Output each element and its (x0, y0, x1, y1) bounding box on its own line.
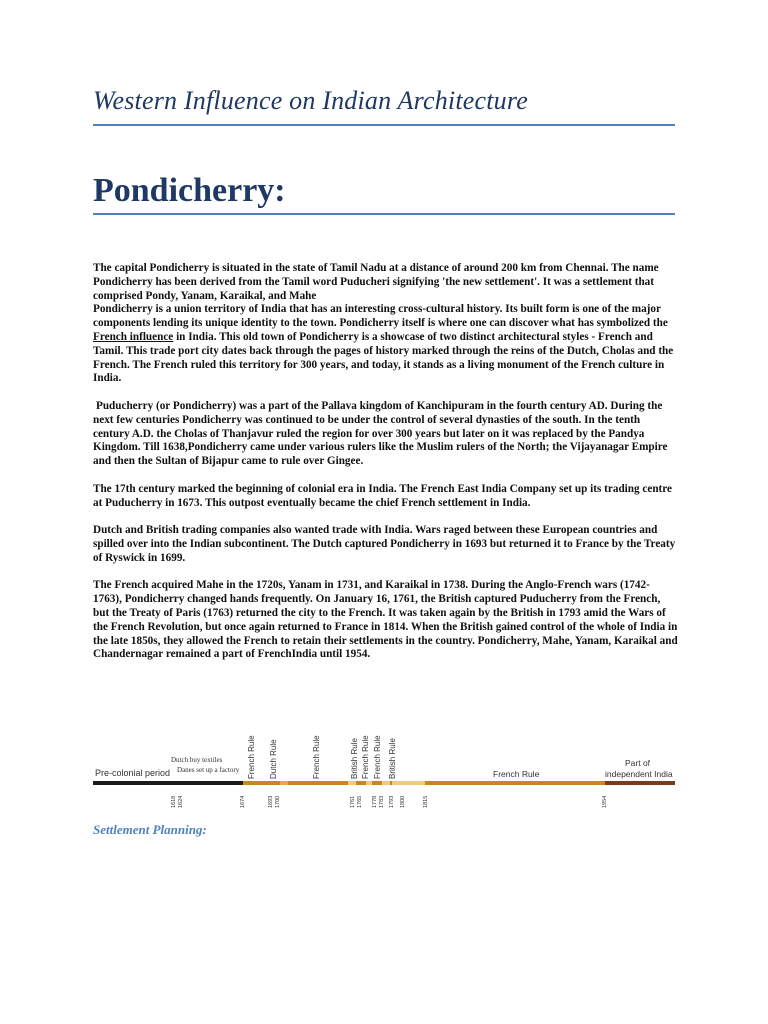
vlabel-dutch: Dutch Rule (269, 739, 278, 779)
year-1693: 1693 (268, 795, 274, 808)
label-independent-india: independent India (605, 769, 673, 779)
bar-french-6 (425, 781, 605, 785)
bar-british-3 (382, 781, 390, 785)
label-part-of: Part of (625, 758, 651, 768)
year-1793: 1793 (389, 795, 395, 808)
year-1778: 1778 (372, 795, 378, 808)
document-title: Western Influence on Indian Architecture (93, 86, 528, 115)
note-danes: Danes set up a factory (177, 766, 240, 774)
paragraph-1: The capital Pondicherry is situated in the state of Tamil Nadu at a distance of around 200 km from Chennai. The name Pondicherry has been derived from the Tamil word Puducheri signifying 'the new settlement'. It was a settlement that comprised Pondy, Yanam, Karaikal, and Mahe Pondicherry is a union territory of India that has an interesting cross-cultural history. Its built form is one of the major components lending its unique identity to the town. Pondicherry itself is where one can discover what has symbolized the French influence in India. This old town of Pondicherry is a showcase of two distinct architectural styles - French and Tamil. This trade port city dates back through the pages of history marked through the reins of the Dutch, Cholas and the French. The French ruled this territory for 300 years, and today, it stands as a living monument of the French culture in India. (93, 262, 674, 385)
year-1618: 1618 (171, 795, 177, 808)
history-timeline (93, 730, 675, 808)
year-1700: 1700 (275, 795, 281, 808)
year-1783: 1783 (379, 795, 385, 808)
section-heading: Pondicherry: (93, 172, 286, 209)
vlabel-french-2: French Rule (312, 735, 321, 779)
bar-french-2 (288, 781, 348, 785)
paragraph-3: The 17th century marked the beginning of colonial era in India. The French East India Company set up its trading centre at Puducherry in 1673. This outpost eventually became the chief French settlement in India. (93, 482, 672, 509)
vlabel-french-1: French Rule (247, 735, 256, 779)
heading-underline (93, 213, 675, 215)
bar-precolonial (93, 781, 243, 785)
note-dutch: Dutch buy textiles (171, 756, 223, 764)
body-text (93, 262, 678, 676)
bar-dutch (280, 781, 288, 785)
paragraph-4: Dutch and British trading companies also wanted trade with India. Wars raged between these European countries and spilled over into the Indian subcontinent. The Dutch captured Pondicherry in 1693 but returned it to France by the Treaty of Ryswick in 1699. (93, 524, 676, 564)
bar-independent (605, 781, 675, 785)
year-1815: 1815 (423, 795, 429, 808)
settlement-planning-heading: Settlement Planning: (93, 822, 207, 837)
year-1674: 1674 (240, 795, 246, 808)
bar-french-4 (372, 781, 382, 785)
year-1761: 1761 (350, 795, 356, 808)
vlabel-british-1: British Rule (350, 738, 359, 779)
bar-french-3 (356, 781, 366, 785)
vlabel-british-2: British Rule (388, 738, 397, 779)
year-1800: 1800 (400, 795, 406, 808)
bar-french-1 (243, 781, 280, 785)
bar-british-1 (348, 781, 356, 785)
label-french-rule-main: French Rule (493, 769, 540, 779)
vlabel-french-3: French Rule (361, 735, 370, 779)
title-underline (93, 124, 675, 126)
paragraph-5: The French acquired Mahe in the 1720s, Yanam in 1731, and Karaikal in 1738. During the Anglo-French wars (1742-1763), Pondicherry changed hands frequently. On January 16, 1761, the British captured Puducherry from the French, but the Treaty of Paris (1763) returned the city to the French. It was taken again by the British in 1793 amid the Wars of the French Revolution, but once again returned to France in 1814. When the British gained control of the whole of India in the late 1850s, they allowed the French to retain their settlements in the country. Pondicherry, Mahe, Yanam, Karaikal and Chandernagar remained a part of FrenchIndia until 1954. (93, 579, 678, 661)
vlabel-french-4: French Rule (373, 735, 382, 779)
year-1624: 1624 (178, 795, 184, 808)
year-1954: 1954 (602, 795, 608, 808)
label-precolonial: Pre-colonial period (95, 768, 171, 778)
year-1765: 1765 (357, 795, 363, 808)
bar-british-4 (392, 781, 425, 785)
paragraph-2: Puducherry (or Pondicherry) was a part of the Pallava kingdom of Kanchipuram in the fourth century AD. During the next few centuries Pondicherry was continued to be under the control of several dynasties of the south. In the tenth century A.D. the Cholas of Thanjavur ruled the region for over 300 years but later on it was replaced by the Pandya Kingdom. Till 1638,Pondicherry came under various rulers like the Muslim rulers of the North; the Vijayanagar Empire and then the Sultan of Bijapur came to rule over Gingee. (93, 399, 668, 468)
french-influence-link[interactable]: French influence (93, 330, 174, 343)
